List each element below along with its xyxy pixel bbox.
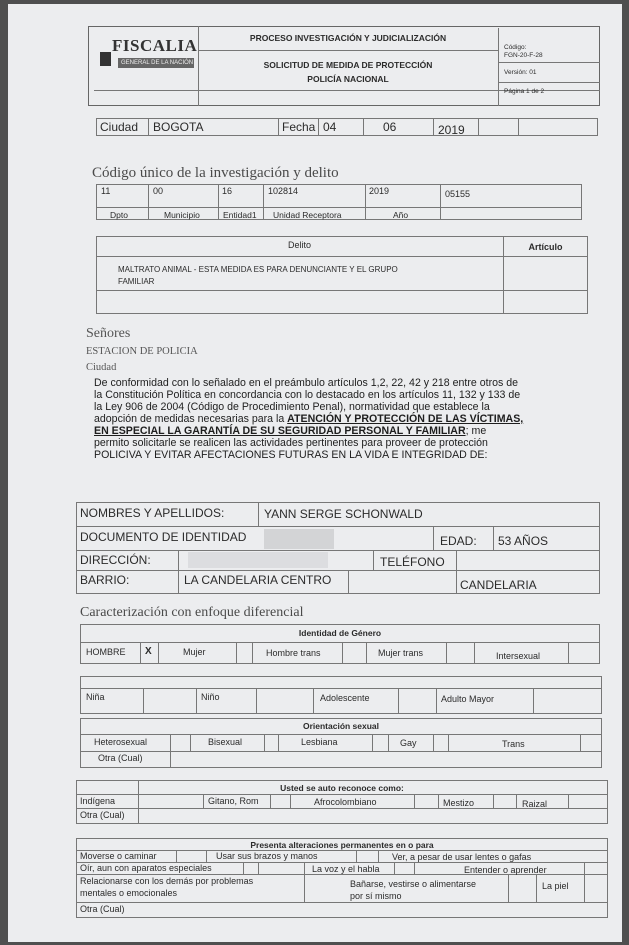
- gender-option-hombre-trans: Hombre trans: [266, 648, 321, 658]
- body-line-5b: ; me: [465, 425, 487, 437]
- orientation-title: Orientación sexual: [302, 721, 380, 731]
- orientation-option-trans: Trans: [502, 739, 525, 749]
- date-year: 2019: [438, 123, 465, 137]
- crime-row-line1: MALTRATO ANIMAL - ESTA MEDIDA ES PARA DENUNCIANTE Y EL GRUPO: [118, 265, 398, 274]
- age-option-adolescente: Adolescente: [320, 693, 370, 703]
- version: Versión: 01: [504, 69, 537, 76]
- code-unidad: 102814: [268, 186, 299, 196]
- disability-title: Presenta alteraciones permanentes en o para: [250, 840, 434, 850]
- id-value-redacted: [264, 529, 334, 549]
- label-dpto: Dpto: [110, 210, 128, 220]
- disability-skin: La piel: [542, 881, 569, 891]
- date-day: 04: [323, 120, 337, 134]
- disability-relate-2: mentales o emocionales: [80, 888, 178, 898]
- gender-title: Identidad de Género: [298, 628, 382, 638]
- document-page: [8, 4, 622, 942]
- ethnic-option-mestizo: Mestizo: [443, 798, 475, 808]
- code-entidad: 16: [222, 186, 233, 196]
- ethnic-option-indigena: Indígena: [80, 796, 116, 806]
- addressee-station: ESTACION DE POLICIA: [86, 346, 198, 357]
- orientation-option-gay: Gay: [400, 738, 417, 748]
- logo-subtext: GENERAL DE LA NACIÓN: [118, 58, 194, 68]
- orientation-option-lesbiana: Lesbiana: [301, 737, 338, 747]
- body-line-4b: ATENCIÓN Y PROTECCIÓN DE LAS VÍCTIMAS,: [287, 413, 524, 425]
- body-line-6: permito solicitarle se realicen las actividades pertinentes para proveer de protección: [94, 437, 488, 449]
- disability-see: Ver, a pesar de usar lentes o gafas: [392, 852, 532, 862]
- code-consecutivo: 05155: [445, 189, 471, 199]
- gender-option-hombre: HOMBRE: [86, 647, 126, 657]
- gender-option-intersexual: Intersexual: [496, 651, 541, 661]
- process-title: PROCESO INVESTIGACIÓN Y JUDICIALIZACIÓN: [249, 33, 447, 43]
- body-line-5: [94, 425, 599, 437]
- label-anio: Año: [393, 210, 409, 220]
- disability-relate-1: Relacionarse con los demás por problemas: [80, 876, 254, 886]
- id-label: DOCUMENTO DE IDENTIDAD: [80, 530, 247, 544]
- gender-option-mujer: Mujer: [183, 647, 206, 657]
- address-value-redacted: [188, 552, 328, 568]
- case-code-title: Código único de la investigación y delito: [92, 165, 339, 181]
- code-value: FGN-20-F-28: [504, 52, 543, 59]
- age-option-adulto-mayor: Adulto Mayor: [441, 694, 495, 704]
- age-value: 53 AÑOS: [498, 534, 549, 548]
- disability-voice: La voz y el habla: [312, 864, 380, 874]
- crime-col-articulo: Artículo: [528, 242, 563, 252]
- age-label: EDAD:: [440, 534, 477, 548]
- body-line-4a: adopción de medidas necesarias para la: [94, 413, 288, 425]
- orientation-option-bisexual: Bisexual: [208, 737, 243, 747]
- disability-hear: Oír, aun con aparatos especiales: [80, 863, 212, 873]
- date-month: 06: [383, 120, 397, 134]
- name-value: YANN SERGE SCHONWALD: [264, 507, 423, 521]
- disability-arms: Usar sus brazos y manos: [216, 851, 318, 861]
- body-line-3: la Ley 906 de 2004 (Código de Procedimiento Penal), normatividad que establece la: [94, 401, 490, 413]
- code-municipio: 00: [153, 186, 164, 196]
- code-dpto: 11: [101, 186, 111, 196]
- body-line-4: [94, 413, 599, 425]
- body-line-2: la Constitución Política en concordancia con lo destacado en los artículos 11, 132 y 133 de: [94, 389, 521, 401]
- city-label: Ciudad: [100, 120, 139, 134]
- body-line-7: POLICIVA Y EVITAR AFECTACIONES FUTURAS EN LA VIDA E INTEGRIDAD DE:: [94, 449, 488, 461]
- address-label: DIRECCIÓN:: [80, 553, 151, 567]
- crime-row-line2: FAMILIAR: [118, 277, 155, 286]
- fiscalia-logo-icon: [100, 52, 111, 66]
- ethnic-option-raizal: Raizal: [522, 799, 548, 809]
- addressee-city: Ciudad: [86, 362, 117, 373]
- form-title-1: SOLICITUD DE MEDIDA DE PROTECCIÓN: [263, 60, 433, 70]
- body-line-5a: EN ESPECIAL LA GARANTÍA DE SU SEGURIDAD PERSONAL Y FAMILIAR: [94, 425, 466, 437]
- ethnic-other: Otra (Cual): [80, 810, 125, 820]
- addressee-senores: Señores: [86, 326, 131, 341]
- disability-other: Otra (Cual): [80, 904, 125, 914]
- name-label: NOMBRES Y APELLIDOS:: [80, 506, 225, 520]
- age-option-nina: Niña: [86, 692, 105, 702]
- disability-understand: Entender o aprender: [464, 865, 547, 875]
- page-info: Página 1 de 2: [504, 88, 545, 95]
- logo-text: FISCALIA: [112, 36, 198, 55]
- disability-selfcare-1: Bañarse, vestirse o alimentarse: [350, 879, 477, 889]
- locality-value: CANDELARIA: [460, 578, 537, 592]
- barrio-label: BARRIO:: [80, 573, 130, 587]
- label-municipio: Municipio: [164, 210, 200, 220]
- ethnic-title: Usted se auto reconoce como:: [280, 783, 404, 793]
- form-title-2: POLICÍA NACIONAL: [307, 74, 389, 84]
- code-anio: 2019: [369, 186, 390, 196]
- ethnic-option-afrocolombiano: Afrocolombiano: [314, 797, 377, 807]
- disability-selfcare-2: por sí mismo: [350, 891, 402, 901]
- disability-move: Moverse o caminar: [80, 851, 157, 861]
- gender-option-mujer-trans: Mujer trans: [378, 648, 424, 658]
- phone-label: TELÉFONO: [380, 555, 445, 569]
- ethnic-option-gitano: Gitano, Rom: [208, 796, 259, 806]
- body-line-1: De conformidad con lo señalado en el preámbulo artículos 1,2, 22, 42 y 218 entre otros de: [94, 377, 519, 389]
- gender-mark-x: X: [145, 646, 152, 657]
- age-option-nino: Niño: [201, 692, 220, 702]
- differential-title: Caracterización con enfoque diferencial: [80, 605, 304, 620]
- date-label: Fecha: [282, 120, 316, 134]
- barrio-value: LA CANDELARIA CENTRO: [184, 573, 332, 587]
- city-value: BOGOTA: [153, 120, 204, 134]
- code-label: Código:: [504, 44, 527, 51]
- orientation-option-heterosexual: Heterosexual: [94, 737, 148, 747]
- orientation-other: Otra (Cual): [98, 753, 143, 763]
- label-entidad: Entidad1: [223, 210, 257, 220]
- label-unidad: Unidad Receptora: [273, 210, 342, 220]
- crime-col-delito: Delito: [287, 240, 311, 250]
